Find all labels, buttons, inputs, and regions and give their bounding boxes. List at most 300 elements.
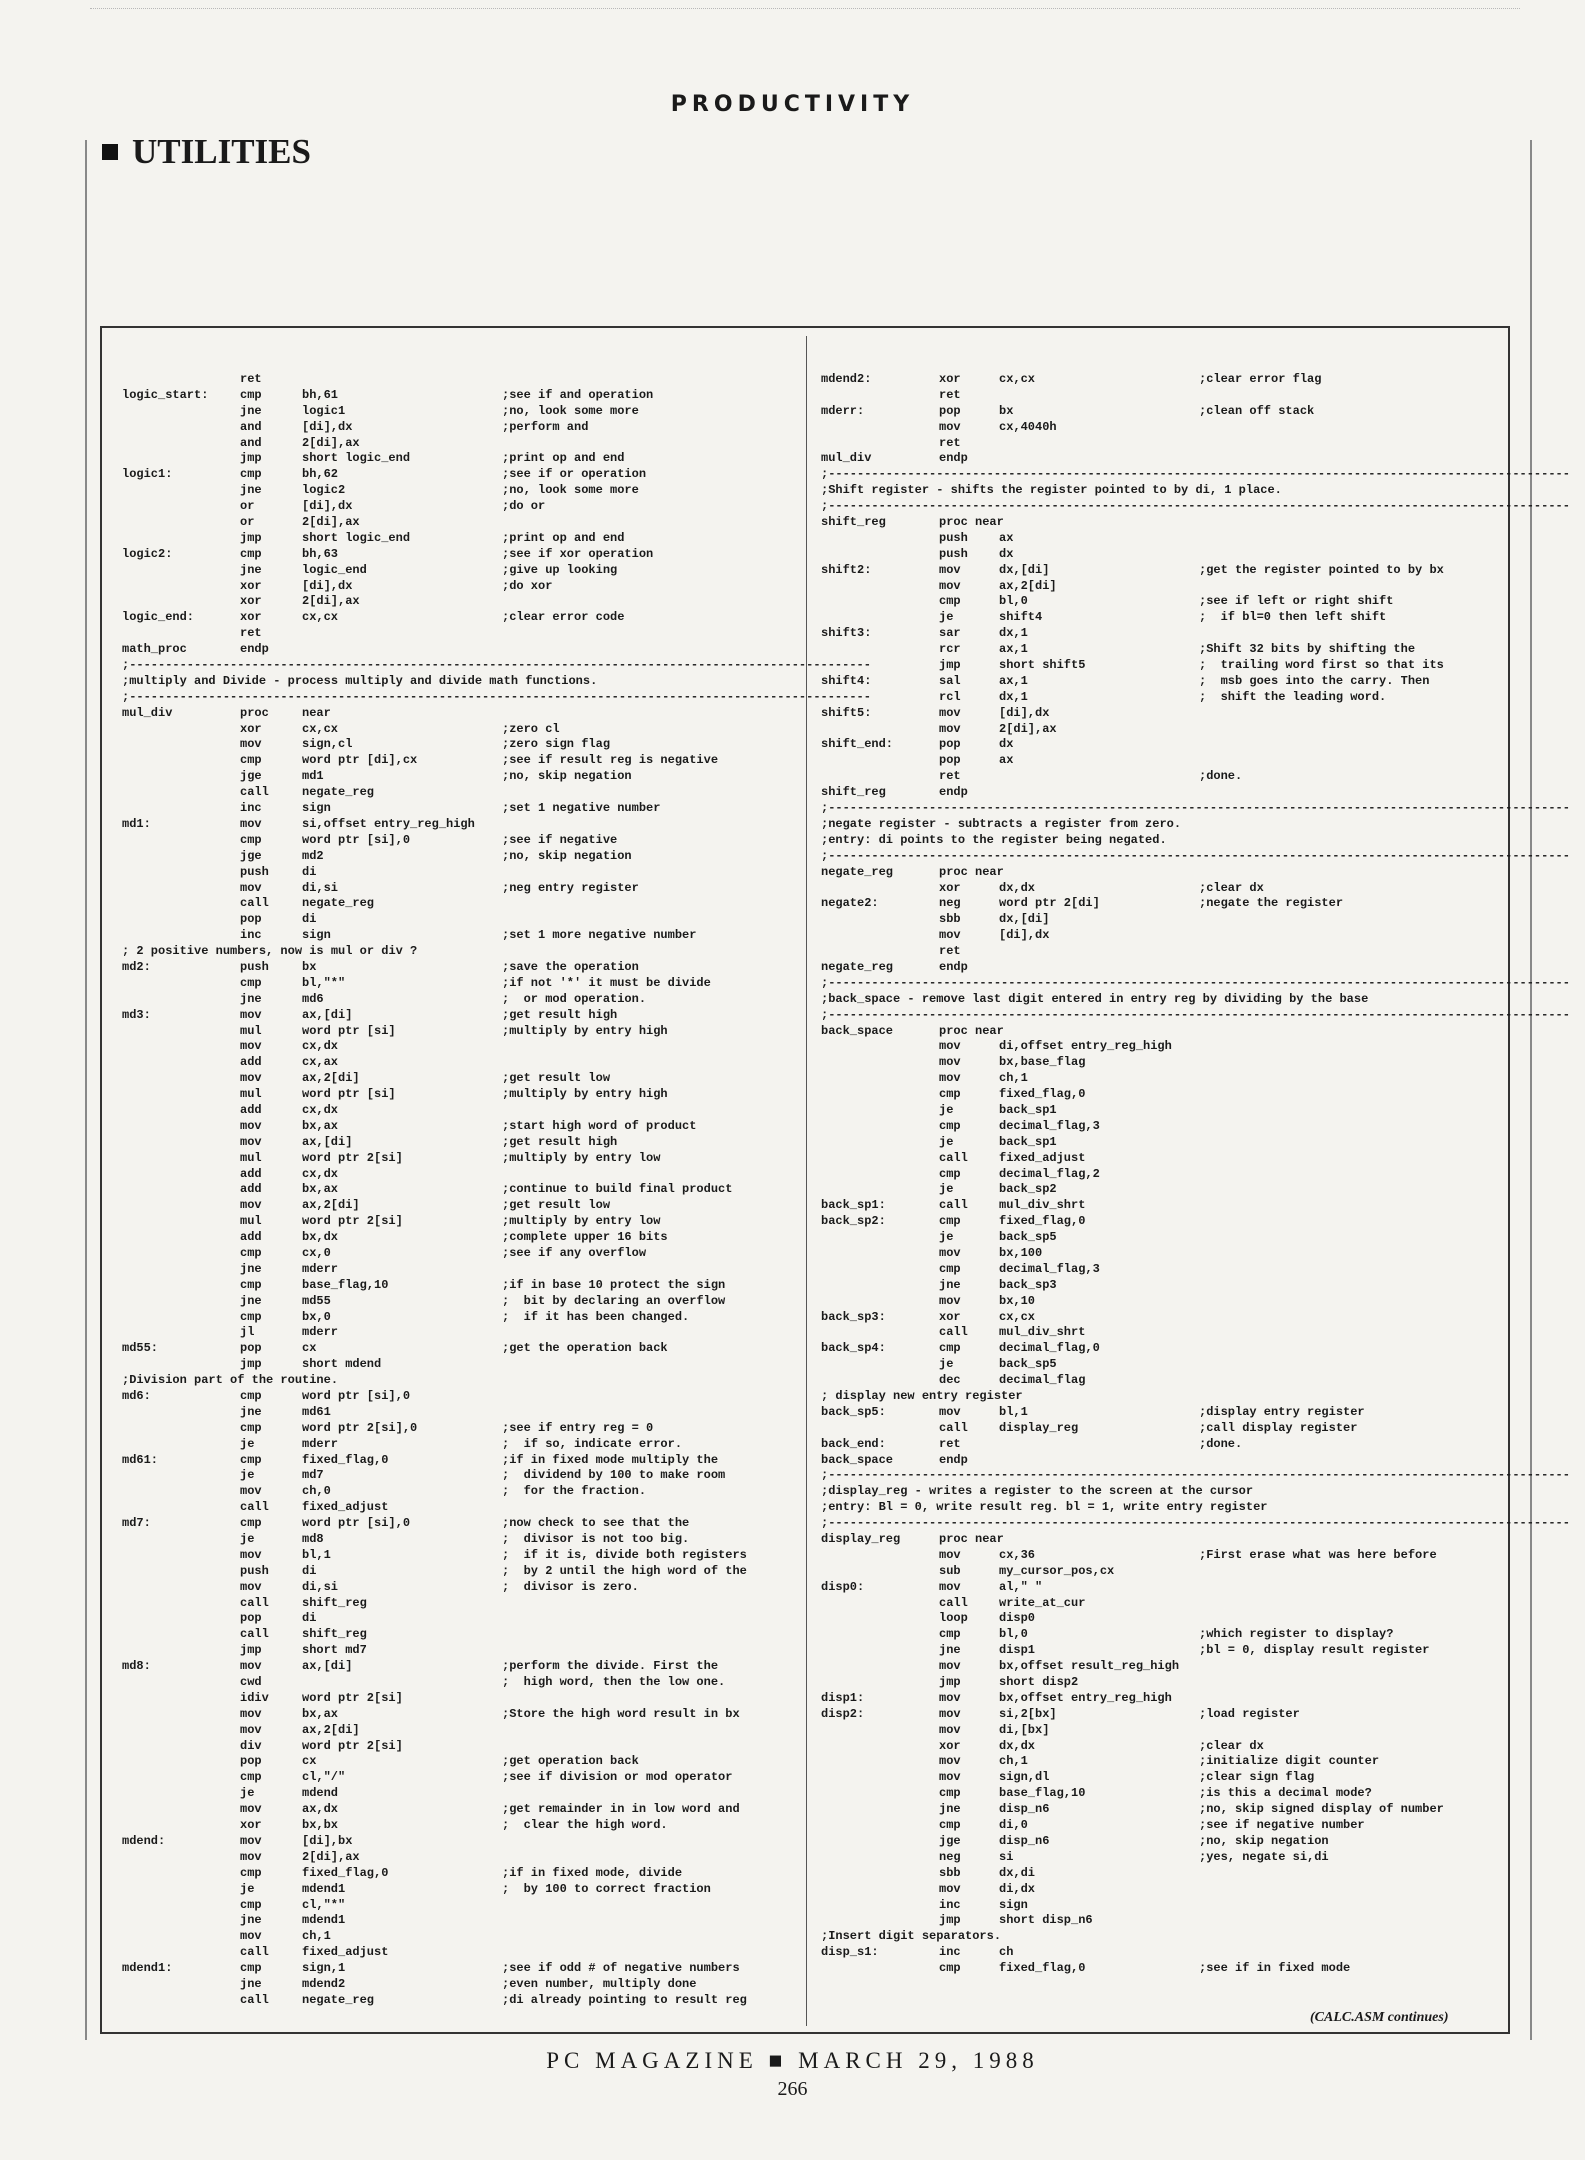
code-label: back_space	[821, 1452, 894, 1467]
code-opcode: je	[939, 610, 954, 625]
code-opcode: sbb	[939, 1865, 961, 1880]
code-opcode: mov	[939, 1245, 961, 1260]
code-line	[821, 801, 1570, 817]
code-line	[122, 436, 794, 452]
code-comment: ;multiply by entry low	[502, 1214, 661, 1229]
code-operand: [di],dx	[302, 419, 353, 434]
code-operand: short mdend	[302, 1357, 382, 1372]
code-line	[122, 1564, 794, 1580]
code-line	[122, 1182, 794, 1198]
code-line	[821, 1468, 1570, 1484]
code-opcode: mov	[939, 721, 961, 736]
code-operand: bx,bx	[302, 1818, 339, 1833]
code-line	[821, 1405, 1499, 1421]
code-operand: ch	[999, 1945, 1014, 1960]
code-operand: di	[302, 912, 317, 927]
code-label: back_space	[821, 1023, 894, 1038]
code-line	[122, 881, 794, 897]
code-line	[122, 1246, 794, 1262]
scan-artifact-line	[90, 8, 1520, 15]
code-line	[122, 1818, 794, 1834]
code-line	[122, 976, 794, 992]
code-line	[821, 1294, 1499, 1310]
code-operand: mderr	[302, 1436, 339, 1451]
code-line	[821, 769, 1499, 785]
code-line	[821, 896, 1499, 912]
code-line	[122, 1659, 794, 1675]
code-comment: ;Shift 32 bits by shifting the	[1199, 642, 1416, 657]
code-comment: ;which register to display?	[1199, 1627, 1394, 1642]
code-operand: mdend2	[302, 1976, 346, 1991]
code-line	[821, 1373, 1499, 1389]
code-operand: di,si	[302, 1579, 339, 1594]
code-line	[122, 1945, 794, 1961]
code-operand: word ptr [si],0	[302, 1516, 411, 1531]
code-line	[821, 1659, 1499, 1675]
department-heading	[102, 132, 311, 172]
code-line	[821, 1945, 1499, 1961]
code-opcode: cmp	[240, 467, 262, 482]
code-opcode: call	[240, 1627, 269, 1642]
code-operand: 2[di],ax	[999, 721, 1057, 736]
code-opcode: cmp	[240, 1245, 262, 1260]
code-opcode: neg	[939, 1849, 961, 1864]
code-opcode: je	[939, 1182, 954, 1197]
code-comment: ;di already pointing to result reg	[502, 1992, 747, 2007]
code-operand: si	[999, 1849, 1014, 1864]
code-line	[122, 420, 794, 436]
code-label: md2:	[122, 959, 151, 974]
code-line	[821, 706, 1499, 722]
code-line	[821, 499, 1570, 515]
code-comment: ;get the operation back	[502, 1341, 668, 1356]
code-line	[821, 547, 1499, 563]
code-operand: [di],dx	[302, 578, 353, 593]
code-label: ;back_space - remove last digit entered in entry reg by dividing by the base	[821, 991, 1369, 1006]
code-opcode: endp	[240, 642, 269, 657]
code-operand: short shift5	[999, 658, 1086, 673]
code-line	[821, 944, 1499, 960]
code-opcode: pop	[240, 1611, 262, 1626]
code-opcode: mov	[240, 1833, 262, 1848]
code-line	[122, 1643, 794, 1659]
code-line	[821, 1818, 1499, 1834]
code-label: disp_s1:	[821, 1945, 879, 1960]
code-operand: disp0	[999, 1611, 1036, 1626]
code-label: ; 2 positive numbers, now is mul or div ?	[122, 944, 418, 959]
code-line	[122, 1135, 794, 1151]
code-opcode: jmp	[939, 658, 961, 673]
code-operand: bl,"*"	[302, 975, 346, 990]
code-opcode: mov	[240, 1039, 262, 1054]
code-line	[122, 658, 871, 674]
code-comment: ; clear the high word.	[502, 1818, 668, 1833]
code-operand: di,si	[302, 880, 339, 895]
code-operand: ax,1	[999, 673, 1028, 688]
code-line	[821, 1913, 1499, 1929]
code-operand: decimal_flag,3	[999, 1261, 1100, 1276]
code-line	[122, 944, 794, 960]
code-comment: ;do xor	[502, 578, 553, 593]
code-line	[122, 1977, 794, 1993]
code-line	[122, 1596, 794, 1612]
code-opcode: inc	[939, 1945, 961, 1960]
code-operand: md6	[302, 991, 324, 1006]
code-comment: ;see if in fixed mode	[1199, 1961, 1351, 1976]
code-line	[122, 1151, 794, 1167]
code-opcode: je	[939, 1102, 954, 1117]
code-operand: md2	[302, 848, 324, 863]
code-line	[821, 610, 1499, 626]
code-line	[122, 1834, 794, 1850]
code-comment: ; for the fraction.	[502, 1484, 647, 1499]
code-opcode: mov	[240, 737, 262, 752]
code-line	[821, 833, 1499, 849]
code-opcode: mov	[939, 1039, 961, 1054]
code-opcode: mov	[240, 1659, 262, 1674]
code-comment: ; or mod operation.	[502, 991, 647, 1006]
code-line	[821, 928, 1499, 944]
code-operand: disp_n6	[999, 1802, 1050, 1817]
code-line	[821, 1786, 1499, 1802]
code-line	[122, 1198, 794, 1214]
code-opcode: jne	[240, 1404, 262, 1419]
code-operand: ax,2[di]	[302, 1722, 360, 1737]
code-comment: ;zero sign flag	[502, 737, 611, 752]
code-label: back_sp5:	[821, 1404, 886, 1419]
code-line	[821, 1437, 1499, 1453]
code-opcode: jmp	[240, 530, 262, 545]
code-line	[821, 594, 1499, 610]
code-line	[122, 388, 794, 404]
code-line	[821, 1548, 1499, 1564]
code-opcode: call	[939, 1198, 968, 1213]
code-line	[821, 1834, 1499, 1850]
code-label: shift4:	[821, 673, 872, 688]
code-line	[821, 483, 1499, 499]
continuation-note: (CALC.ASM continues)	[1310, 2010, 1449, 2025]
code-line	[821, 1198, 1499, 1214]
bullet-square-icon	[102, 144, 118, 160]
code-opcode: jne	[939, 1643, 961, 1658]
code-line	[122, 483, 794, 499]
code-line	[821, 388, 1499, 404]
separator-rule: ;-------------------------------------------------------------------------------------------------------	[821, 801, 1570, 816]
code-line	[821, 848, 1570, 865]
code-line	[821, 1675, 1499, 1691]
separator-rule: ;-------------------------------------------------------------------------------------------------------	[821, 1516, 1570, 1531]
code-comment: ; divisor is not too big.	[502, 1532, 690, 1547]
code-comment: ;see if negative number	[1199, 1818, 1365, 1833]
code-line	[821, 690, 1499, 706]
code-comment: ;multiply by entry high	[502, 1087, 668, 1102]
code-opcode: jne	[240, 991, 262, 1006]
code-opcode: mov	[240, 1802, 262, 1817]
code-line	[821, 1151, 1499, 1167]
code-comment: ;load register	[1199, 1706, 1300, 1721]
code-line	[122, 1786, 794, 1802]
code-operand: cl,"*"	[302, 1897, 346, 1912]
code-line	[122, 1500, 794, 1516]
code-opcode: cmp	[240, 1452, 262, 1467]
code-opcode: push	[240, 1563, 269, 1578]
code-operand: di	[302, 1611, 317, 1626]
code-opcode: call	[939, 1595, 968, 1610]
code-label: shift_reg	[821, 785, 886, 800]
code-opcode: mov	[939, 578, 961, 593]
code-operand: ax,2[di]	[302, 1198, 360, 1213]
code-comment: ; by 100 to correct fraction	[502, 1881, 711, 1896]
code-line	[122, 1405, 794, 1421]
code-operand: [di],bx	[302, 1833, 353, 1848]
code-opcode: xor	[240, 594, 262, 609]
code-opcode: neg	[939, 896, 961, 911]
code-operand: bx,offset entry_reg_high	[999, 1690, 1172, 1705]
code-line	[821, 785, 1499, 801]
code-comment: ;see if any overflow	[502, 1245, 647, 1260]
code-label: disp2:	[821, 1706, 865, 1721]
code-operand: word ptr [si]	[302, 1087, 396, 1102]
code-operand: fixed_adjust	[302, 1945, 389, 1960]
code-opcode: or	[240, 499, 255, 514]
code-opcode: cmp	[240, 1389, 262, 1403]
code-operand: bx,ax	[302, 1118, 339, 1133]
code-comment: ;get remainder in in low word and	[502, 1802, 740, 1817]
code-line	[122, 785, 794, 801]
code-opcode: mul	[240, 1214, 262, 1229]
code-line	[821, 753, 1499, 769]
code-operand: md1	[302, 769, 324, 784]
code-line	[821, 579, 1499, 595]
code-opcode: mul	[240, 1023, 262, 1038]
code-opcode: call	[939, 1325, 968, 1340]
code-operand: negate_reg	[302, 785, 375, 800]
code-opcode: cmp	[240, 1961, 262, 1976]
code-operand: short md7	[302, 1643, 367, 1658]
code-comment: ; if it is, divide both registers	[502, 1547, 747, 1562]
code-opcode: cmp	[240, 1277, 262, 1292]
code-line	[821, 737, 1499, 753]
code-operand: fixed_flag,0	[302, 1452, 389, 1467]
code-opcode: mov	[939, 928, 961, 943]
code-operand: cx	[302, 1341, 317, 1356]
code-operand: back_sp3	[999, 1277, 1057, 1292]
code-opcode: call	[240, 1992, 269, 2007]
code-operand: di,dx	[999, 1881, 1036, 1896]
code-line	[122, 1484, 794, 1500]
code-operand: back_sp1	[999, 1102, 1057, 1117]
code-operand: shift4	[999, 610, 1043, 625]
code-line	[122, 706, 794, 722]
code-line	[821, 451, 1499, 467]
code-opcode: mov	[939, 1293, 961, 1308]
code-label: math_proc	[122, 642, 187, 657]
code-comment: ;clear dx	[1199, 880, 1264, 895]
code-line	[122, 865, 794, 881]
code-line	[122, 1008, 794, 1024]
code-label: logic_end:	[122, 610, 195, 625]
code-operand: 2[di],ax	[302, 594, 360, 609]
code-comment: ;yes, negate si,di	[1199, 1849, 1329, 1864]
code-opcode: loop	[939, 1611, 968, 1626]
code-line	[122, 1437, 794, 1453]
code-line	[821, 1389, 1499, 1405]
code-operand: bl,1	[999, 1404, 1028, 1419]
code-comment: ;zero cl	[502, 721, 560, 736]
code-operand: ch,1	[302, 1929, 331, 1944]
code-line	[821, 1341, 1499, 1357]
code-operand: dx,di	[999, 1865, 1036, 1880]
code-line	[821, 1643, 1499, 1659]
code-line	[122, 1468, 794, 1484]
code-line	[821, 515, 1499, 531]
code-operand: display_reg	[999, 1420, 1079, 1435]
code-comment: ;multiply by entry low	[502, 1150, 661, 1165]
code-opcode: call	[939, 1420, 968, 1435]
code-line	[821, 1167, 1499, 1183]
code-opcode: mov	[939, 1706, 961, 1721]
code-comment: ;negate the register	[1199, 896, 1344, 911]
code-line	[122, 1850, 794, 1866]
code-comment: ;no, skip negation	[502, 848, 632, 863]
code-opcode: ret	[939, 435, 961, 450]
code-label: mderr:	[821, 403, 865, 418]
code-line	[122, 1754, 794, 1770]
code-line	[821, 658, 1499, 674]
code-comment: ;get result low	[502, 1198, 611, 1213]
code-opcode: inc	[939, 1897, 961, 1912]
code-comment: ;see if or operation	[502, 467, 647, 482]
code-opcode: jge	[240, 848, 262, 863]
code-comment: ;set 1 negative number	[502, 801, 661, 816]
code-line	[821, 992, 1499, 1008]
code-opcode: ret	[939, 944, 961, 959]
code-opcode: cmp	[240, 387, 262, 402]
code-line	[122, 1898, 794, 1914]
code-opcode: mov	[939, 1770, 961, 1785]
code-opcode: pop	[240, 912, 262, 927]
code-operand: dx,[di]	[999, 912, 1050, 927]
code-operand: sign,dl	[999, 1770, 1050, 1785]
code-opcode: cwd	[240, 1675, 262, 1690]
code-line	[122, 960, 794, 976]
code-comment: ; trailing word first so that its	[1199, 658, 1444, 673]
code-opcode: mov	[939, 1579, 961, 1594]
code-line	[821, 865, 1499, 881]
code-line	[122, 849, 794, 865]
code-line	[821, 674, 1499, 690]
code-operand: cx,dx	[302, 1039, 339, 1054]
code-opcode: je	[240, 1532, 255, 1547]
code-line	[122, 531, 794, 547]
code-label: display_reg	[821, 1532, 901, 1547]
code-operand: negate_reg	[302, 1992, 375, 2007]
code-line	[821, 626, 1499, 642]
separator-rule: ;-------------------------------------------------------------------------------------------------------	[821, 1468, 1570, 1483]
code-line	[821, 1500, 1499, 1516]
separator-rule: ;-------------------------------------------------------------------------------------------------------	[821, 1007, 1570, 1022]
code-line	[821, 1882, 1499, 1898]
code-comment: ;perform and	[502, 419, 589, 434]
code-opcode: ret	[939, 387, 961, 402]
code-operand: [di],dx	[302, 499, 353, 514]
code-opcode: jne	[240, 1261, 262, 1276]
code-line	[821, 1182, 1499, 1198]
code-opcode: xor	[240, 721, 262, 736]
code-operand: bh,61	[302, 387, 339, 402]
code-line	[821, 1627, 1499, 1643]
code-opcode: pop	[240, 1754, 262, 1769]
code-label: md8:	[122, 1659, 151, 1674]
code-label: back_sp1:	[821, 1198, 886, 1213]
code-operand: decimal_flag	[999, 1373, 1086, 1388]
code-operand: cx,36	[999, 1547, 1036, 1562]
code-comment: ;if in fixed mode, divide	[502, 1865, 683, 1880]
code-operand: 2[di],ax	[302, 515, 360, 530]
code-operand: bl,0	[999, 1627, 1028, 1642]
code-opcode: jne	[240, 403, 262, 418]
code-operand: back_sp5	[999, 1357, 1057, 1372]
code-opcode: proc	[240, 705, 269, 720]
code-line	[122, 1087, 794, 1103]
code-opcode: mov	[939, 1659, 961, 1674]
code-opcode: jmp	[939, 1675, 961, 1690]
code-opcode: je	[240, 1468, 255, 1483]
code-operand: mdend1	[302, 1881, 346, 1896]
code-comment: ;get result low	[502, 1071, 611, 1086]
code-comment: ;perform the divide. First the	[502, 1659, 719, 1674]
code-opcode: jmp	[240, 1643, 262, 1658]
code-opcode: push	[939, 530, 968, 545]
code-operand: negate_reg	[302, 896, 375, 911]
code-opcode: rcr	[939, 642, 961, 657]
code-line	[821, 1516, 1570, 1532]
code-comment: ;Store the high word result in bx	[502, 1706, 740, 1721]
code-operand: word ptr [si],0	[302, 832, 411, 847]
code-operand: logic1	[302, 403, 346, 418]
code-line	[821, 1961, 1499, 1977]
code-opcode: pop	[939, 737, 961, 752]
code-label: shift3:	[821, 626, 872, 641]
code-line	[821, 1119, 1499, 1135]
code-comment: ;First erase what was here before	[1199, 1547, 1437, 1562]
code-line	[122, 722, 794, 738]
separator-rule: ;-------------------------------------------------------------------------------------------------------	[122, 658, 871, 673]
code-comment: ;see if division or mod operator	[502, 1770, 733, 1785]
code-comment: ;clear error code	[502, 610, 625, 625]
code-opcode: mov	[240, 1706, 262, 1721]
code-line	[821, 420, 1499, 436]
code-operand: ch,1	[999, 1071, 1028, 1086]
code-operand: di,[bx]	[999, 1722, 1050, 1737]
code-opcode: call	[240, 1595, 269, 1610]
code-operand: sign	[302, 928, 331, 943]
code-opcode: push	[240, 959, 269, 974]
code-operand: md7	[302, 1468, 324, 1483]
code-opcode: rcl	[939, 689, 961, 704]
code-opcode: mov	[939, 419, 961, 434]
code-line	[122, 610, 794, 626]
code-line	[821, 1007, 1570, 1024]
code-operand: decimal_flag,0	[999, 1341, 1100, 1356]
code-label: disp0:	[821, 1579, 865, 1594]
code-opcode: div	[240, 1738, 262, 1753]
code-comment: ;get operation back	[502, 1754, 639, 1769]
code-line	[122, 1739, 794, 1755]
code-operand: bx	[302, 959, 317, 974]
code-opcode: cmp	[939, 1166, 961, 1181]
code-operand: 2[di],ax	[302, 435, 360, 450]
